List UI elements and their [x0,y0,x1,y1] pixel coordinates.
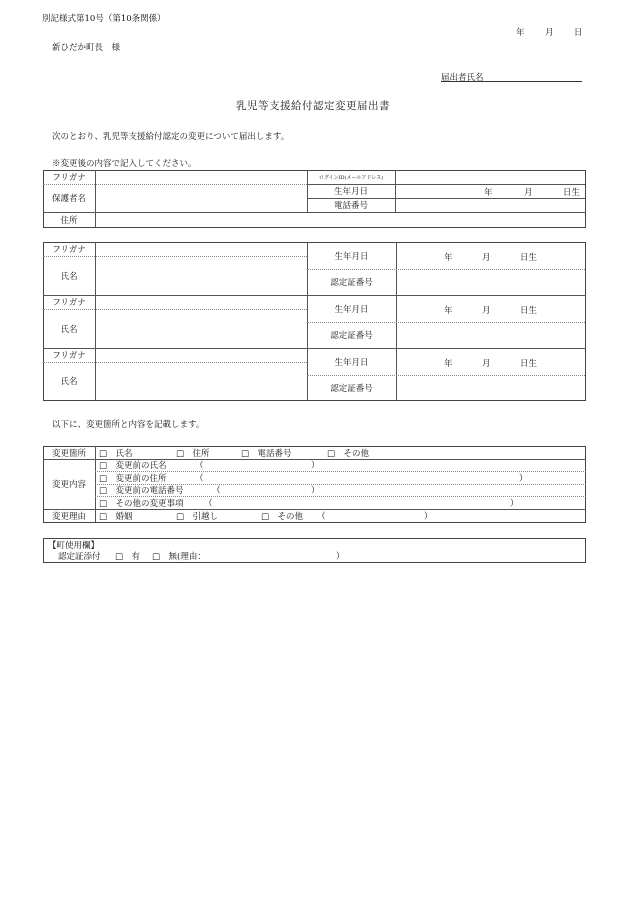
guardian-furigana-field[interactable] [96,171,306,184]
content-row-prev-phone-close: ） [311,486,320,496]
child1-furigana-label: フリガナ [52,245,86,255]
reason-option-marriage[interactable]: □ 婚姻 [99,511,133,522]
child1-birth-year: 年 [444,253,453,263]
form-number: 別記様式第10号（第10条関係） [42,14,166,24]
change-place-label: 変更箇所 [51,448,86,459]
office-use-title: 【町使用欄】 [48,541,100,551]
guardian-phone-field[interactable] [396,199,584,212]
change-reason-label: 変更理由 [51,511,86,522]
applicant-label: 届出者氏名 [441,73,484,83]
child3-cert-field[interactable] [397,376,584,399]
child1-name-field[interactable] [96,257,306,294]
place-option-address[interactable]: □ 住所 [176,448,210,459]
reason-option-moving[interactable]: □ 引越し [176,511,219,522]
content-row-prev-phone[interactable]: □ 変更前の電話番号 [99,486,184,496]
content-row-prev-address-open: （ [195,473,204,484]
cert-attached-no[interactable]: □ 無(理由： [152,552,206,562]
child1-birth-month: 月 [482,253,491,263]
guardian-birth-label: 生年月日 [333,187,368,197]
child2-furigana-field[interactable] [96,296,306,309]
child2-birth-day: 日生 [520,306,538,316]
child3-furigana-field[interactable] [96,349,306,362]
child3-birth-month: 月 [482,359,491,369]
guardian-address-field[interactable] [96,213,584,227]
content-row-prev-name-open: （ [195,461,204,471]
applicant-name-field[interactable] [488,68,582,81]
cert-attached-yes[interactable]: □ 有 [115,552,141,562]
login-id-label: ログインID(メールアドレス) [318,174,384,181]
child3-birth-year: 年 [444,359,453,369]
applicant-underline [441,81,582,82]
child3-cert-label: 認定証番号 [330,383,373,394]
content-row-prev-phone-open: （ [212,486,221,496]
addressee: 新ひだか町長 様 [52,43,121,53]
place-option-name[interactable]: □ 氏名 [99,448,133,459]
content-row-prev-name-close: ） [311,461,320,471]
child2-cert-field[interactable] [397,323,584,347]
child2-birth-month: 月 [482,306,491,316]
guardian-birth-day: 日生 [563,188,581,198]
child1-name-label: 氏名 [60,271,78,282]
child2-birth-label: 生年月日 [334,304,369,315]
cert-attached-label: 認定証添付 [58,552,101,562]
reason-other-close: ） [424,511,433,522]
reason-other-open: （ [317,511,326,522]
child3-name-field[interactable] [96,363,306,399]
child2-furigana-label: フリガナ [52,298,86,308]
child1-birth-day: 日生 [520,253,538,263]
guardian-name-label: 保護者名 [51,194,86,204]
child1-cert-field[interactable] [397,270,584,294]
content-row-prev-name[interactable]: □ 変更前の氏名 [99,461,167,471]
change-content-label: 変更内容 [51,480,86,490]
child2-birth-year: 年 [444,306,453,316]
page-title: 乳児等支援給付認定変更届出書 [236,100,390,112]
child2-name-field[interactable] [96,310,306,347]
content-row-other-close: ） [510,498,519,509]
place-option-other[interactable]: □ その他 [327,448,370,459]
guardian-address-label: 住所 [60,215,78,226]
login-id-field[interactable] [396,171,584,184]
child3-name-label: 氏名 [60,377,78,387]
child1-furigana-field[interactable] [96,243,306,256]
guardian-birth-month: 月 [524,188,533,198]
child3-birth-label: 生年月日 [334,357,369,368]
child2-name-label: 氏名 [60,324,78,335]
content-row-other-open: （ [204,498,213,509]
place-option-phone[interactable]: □ 電話番号 [241,448,292,459]
cert-attached-close: ） [336,552,345,562]
child2-cert-label: 認定証番号 [330,331,373,341]
guardian-phone-label: 電話番号 [333,201,368,211]
date-month-label: 月 [545,28,554,38]
child1-cert-label: 認定証番号 [330,278,373,288]
note-text: ※変更後の内容で記入してください。 [52,159,197,169]
content-row-prev-address[interactable]: □ 変更前の住所 [99,473,167,484]
date-day-label: 日 [574,28,583,38]
guardian-birth-year: 年 [484,188,493,198]
child3-furigana-label: フリガナ [52,351,86,361]
child3-birth-day: 日生 [520,359,538,369]
child1-birth-label: 生年月日 [334,251,369,262]
below-intro-text: 以下に、変更箇所と内容を記載します。 [52,420,205,430]
reason-option-other[interactable]: □ その他 [261,511,304,522]
content-row-other[interactable]: □ その他の変更事項 [99,498,184,509]
guardian-furigana-label: フリガナ [52,173,86,183]
guardian-name-field[interactable] [96,185,306,212]
content-row-prev-address-close: ） [519,473,528,484]
date-year-label: 年 [516,28,525,38]
intro-text: 次のとおり、乳児等支援給付認定の変更について届出します。 [52,132,290,142]
